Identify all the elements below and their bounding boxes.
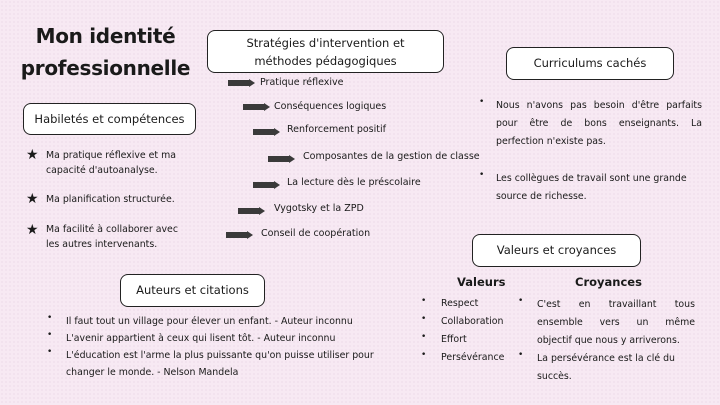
curriculums-item — [496, 97, 702, 151]
bullet-icon: • — [479, 170, 485, 180]
croyance-item-line: ensemble vers un même — [537, 317, 695, 328]
curriculums-heading-box — [506, 47, 674, 80]
bullet-icon: • — [421, 350, 427, 360]
habiletes-heading: Habiletés et compétences — [34, 112, 185, 126]
valeurs-croyances-heading-box — [472, 234, 641, 267]
arrow-right-icon — [238, 207, 265, 215]
auteurs-item-line: L'avenir appartient à ceux qui lisent tôt. - Auteur inconnu — [66, 333, 336, 344]
arrow-right-icon — [268, 155, 295, 163]
bullet-icon: • — [47, 347, 53, 357]
strategies-heading-line: Stratégies d'intervention et — [246, 36, 405, 50]
croyance-item — [537, 296, 695, 350]
valeur-item: Respect — [441, 298, 479, 309]
page-title — [18, 20, 193, 84]
bullet-icon: • — [421, 296, 427, 306]
croyance-item-line: objectif que nous y arriverons. — [537, 335, 680, 346]
croyance-item-line: C'est en travaillant tous — [537, 299, 695, 310]
auteurs-item — [66, 313, 396, 330]
habiletes-item — [46, 192, 216, 207]
curriculums-heading: Curriculums cachés — [533, 56, 647, 70]
curriculums-item-line: pour être de bons enseignants. La — [496, 118, 702, 129]
auteurs-heading: Auteurs et citations — [136, 283, 249, 297]
valeur-item: Effort — [441, 334, 467, 345]
auteurs-item — [66, 330, 396, 347]
valeurs-heading: Valeurs — [457, 275, 506, 289]
habiletes-heading-box — [23, 103, 196, 135]
strategy-item: Conseil de coopération — [261, 228, 371, 239]
habiletes-item-line: les autres intervenants. — [46, 239, 158, 250]
bullet-icon: • — [518, 296, 524, 306]
habiletes-item — [46, 222, 216, 252]
croyance-item-line: succès. — [537, 371, 572, 382]
habiletes-item-line: Ma planification structurée. — [46, 194, 175, 205]
arrow-right-icon — [243, 103, 270, 111]
strategy-item: La lecture dès le préscolaire — [287, 177, 421, 188]
star-icon: ★ — [26, 147, 39, 163]
auteurs-heading-box — [120, 274, 265, 307]
valeur-item: Persévérance — [441, 352, 505, 363]
strategy-item: Vygotsky et la ZPD — [274, 203, 364, 214]
title-line-1: Mon identité — [35, 24, 176, 48]
arrow-right-icon — [228, 79, 255, 87]
star-icon: ★ — [26, 222, 39, 238]
habiletes-item-line: capacité d'autoanalyse. — [46, 165, 158, 176]
strategies-heading-box — [207, 30, 444, 73]
star-icon: ★ — [26, 191, 39, 207]
croyance-item-line: La persévérance est la clé du — [537, 353, 675, 364]
valeur-item: Collaboration — [441, 316, 504, 327]
curriculums-item — [496, 170, 706, 206]
title-line-2: professionnelle — [20, 56, 191, 80]
croyance-item — [537, 350, 702, 386]
auteurs-item — [66, 347, 406, 381]
habiletes-item-line: Ma facilité à collaborer avec — [46, 224, 178, 235]
curriculums-item-line: perfection n'existe pas. — [496, 136, 606, 147]
strategy-item: Renforcement positif — [287, 124, 386, 135]
habiletes-item — [46, 148, 216, 178]
curriculums-item-line: Les collègues de travail sont une grande — [496, 173, 687, 184]
curriculums-item-line: source de richesse. — [496, 191, 587, 202]
croyances-heading: Croyances — [575, 275, 642, 289]
strategies-heading-line: méthodes pédagogiques — [254, 54, 397, 68]
bullet-icon: • — [518, 350, 524, 360]
habiletes-item-line: Ma pratique réflexive et ma — [46, 150, 176, 161]
strategy-item: Conséquences logiques — [274, 101, 387, 112]
auteurs-item-line: Il faut tout un village pour élever un enfant. - Auteur inconnu — [66, 316, 353, 327]
auteurs-item-line: L'éducation est l'arme la plus puissante qu'on puisse utiliser pour — [66, 350, 374, 361]
arrow-right-icon — [253, 128, 280, 136]
strategy-item: Composantes de la gestion de classe — [303, 151, 480, 162]
bullet-icon: • — [47, 330, 53, 340]
valeurs-croyances-heading: Valeurs et croyances — [496, 243, 617, 257]
strategy-item: Pratique réflexive — [260, 77, 344, 88]
bullet-icon: • — [479, 97, 485, 107]
auteurs-item-line: changer le monde. - Nelson Mandela — [66, 367, 239, 378]
arrow-right-icon — [253, 181, 280, 189]
curriculums-item-line: Nous n'avons pas besoin d'être parfaits — [496, 100, 702, 111]
arrow-right-icon — [226, 231, 253, 239]
bullet-icon: • — [421, 314, 427, 324]
bullet-icon: • — [421, 332, 427, 342]
bullet-icon: • — [47, 313, 53, 323]
